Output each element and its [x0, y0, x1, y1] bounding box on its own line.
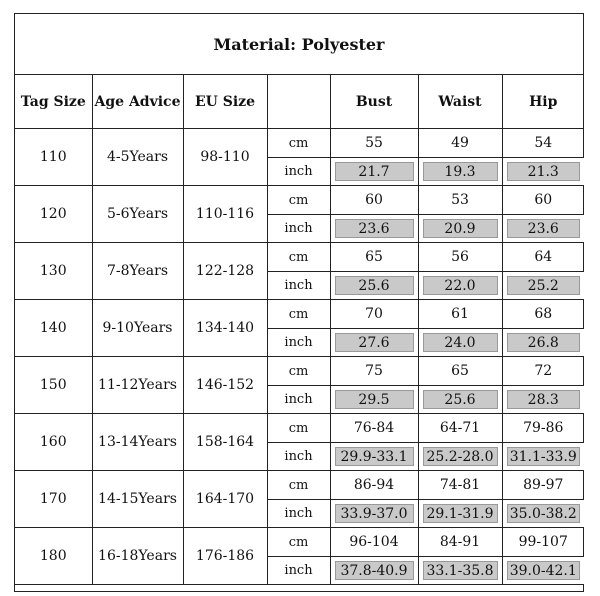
table-row: [15, 528, 584, 557]
hip-cm-cell: 89-97: [502, 471, 584, 500]
age-advice-cell: 13-14Years: [92, 414, 183, 471]
hip-inch-cell: 21.3: [502, 158, 584, 186]
eu-size-cell: 176-186: [183, 528, 267, 585]
table-row: [15, 243, 584, 272]
hip-inch-cell: 31.1-33.9: [502, 443, 584, 471]
unit-cm-label: cm: [267, 414, 330, 443]
material-title: Material: Polyester: [15, 14, 583, 75]
bust-inch-cell: 29.9-33.1: [330, 443, 418, 471]
eu-size-cell: 98-110: [183, 129, 267, 186]
hip-inch-cell: 39.0-42.1: [502, 557, 584, 585]
unit-inch-label: inch: [267, 386, 330, 414]
table-row: [15, 300, 584, 329]
eu-size-cell: 110-116: [183, 186, 267, 243]
unit-cm-label: cm: [267, 471, 330, 500]
waist-inch-cell: 25.6: [418, 386, 502, 414]
eu-size-cell: 146-152: [183, 357, 267, 414]
header-hip: Hip: [502, 75, 584, 129]
age-advice-cell: 7-8Years: [92, 243, 183, 300]
hip-inch-cell: 35.0-38.2: [502, 500, 584, 528]
tag-size-cell: 160: [15, 414, 92, 471]
unit-cm-label: cm: [267, 243, 330, 272]
age-advice-cell: 14-15Years: [92, 471, 183, 528]
unit-inch-label: inch: [267, 329, 330, 357]
hip-cm-cell: 72: [502, 357, 584, 386]
bust-inch-cell: 33.9-37.0: [330, 500, 418, 528]
age-advice-cell: 9-10Years: [92, 300, 183, 357]
unit-inch-label: inch: [267, 557, 330, 585]
unit-inch-label: inch: [267, 443, 330, 471]
hip-cm-cell: 68: [502, 300, 584, 329]
header-row: [15, 75, 584, 129]
unit-inch-label: inch: [267, 215, 330, 243]
hip-cm-cell: 79-86: [502, 414, 584, 443]
waist-inch-cell: 33.1-35.8: [418, 557, 502, 585]
hip-inch-cell: 23.6: [502, 215, 584, 243]
table-row: [15, 357, 584, 386]
table-row: [15, 414, 584, 443]
waist-inch-cell: 29.1-31.9: [418, 500, 502, 528]
bust-inch-cell: 27.6: [330, 329, 418, 357]
age-advice-cell: 4-5Years: [92, 129, 183, 186]
unit-inch-label: inch: [267, 500, 330, 528]
eu-size-cell: 122-128: [183, 243, 267, 300]
age-advice-cell: 16-18Years: [92, 528, 183, 585]
tag-size-cell: 110: [15, 129, 92, 186]
waist-cm-cell: 64-71: [418, 414, 502, 443]
bust-inch-cell: 37.8-40.9: [330, 557, 418, 585]
unit-cm-label: cm: [267, 129, 330, 158]
table-row: [15, 186, 584, 215]
age-advice-cell: 11-12Years: [92, 357, 183, 414]
table-row: [15, 129, 584, 158]
unit-cm-label: cm: [267, 300, 330, 329]
unit-cm-label: cm: [267, 357, 330, 386]
header-eu-size: EU Size: [183, 75, 267, 129]
size-chart: [14, 13, 584, 592]
unit-cm-label: cm: [267, 528, 330, 557]
waist-inch-cell: 20.9: [418, 215, 502, 243]
waist-cm-cell: 49: [418, 129, 502, 158]
unit-inch-label: inch: [267, 158, 330, 186]
waist-cm-cell: 65: [418, 357, 502, 386]
bust-inch-cell: 21.7: [330, 158, 418, 186]
unit-cm-label: cm: [267, 186, 330, 215]
hip-inch-cell: 26.8: [502, 329, 584, 357]
tag-size-cell: 180: [15, 528, 92, 585]
unit-inch-label: inch: [267, 272, 330, 300]
table-row: [15, 471, 584, 500]
waist-inch-cell: 25.2-28.0: [418, 443, 502, 471]
waist-cm-cell: 74-81: [418, 471, 502, 500]
tag-size-cell: 130: [15, 243, 92, 300]
tag-size-cell: 140: [15, 300, 92, 357]
waist-cm-cell: 53: [418, 186, 502, 215]
bust-inch-cell: 25.6: [330, 272, 418, 300]
eu-size-cell: 164-170: [183, 471, 267, 528]
hip-cm-cell: 54: [502, 129, 584, 158]
hip-inch-cell: 25.2: [502, 272, 584, 300]
bust-cm-cell: 96-104: [330, 528, 418, 557]
waist-inch-cell: 19.3: [418, 158, 502, 186]
bust-cm-cell: 65: [330, 243, 418, 272]
bust-cm-cell: 86-94: [330, 471, 418, 500]
bust-cm-cell: 75: [330, 357, 418, 386]
waist-cm-cell: 56: [418, 243, 502, 272]
size-table: [15, 75, 584, 585]
bust-inch-cell: 23.6: [330, 215, 418, 243]
tag-size-cell: 120: [15, 186, 92, 243]
age-advice-cell: 5-6Years: [92, 186, 183, 243]
hip-cm-cell: 99-107: [502, 528, 584, 557]
tag-size-cell: 150: [15, 357, 92, 414]
hip-cm-cell: 64: [502, 243, 584, 272]
header-bust: Bust: [330, 75, 418, 129]
bust-cm-cell: 60: [330, 186, 418, 215]
hip-inch-cell: 28.3: [502, 386, 584, 414]
waist-cm-cell: 84-91: [418, 528, 502, 557]
bust-cm-cell: 76-84: [330, 414, 418, 443]
bust-cm-cell: 55: [330, 129, 418, 158]
waist-inch-cell: 24.0: [418, 329, 502, 357]
bust-inch-cell: 29.5: [330, 386, 418, 414]
bust-cm-cell: 70: [330, 300, 418, 329]
eu-size-cell: 134-140: [183, 300, 267, 357]
eu-size-cell: 158-164: [183, 414, 267, 471]
header-unit: [267, 75, 330, 129]
waist-inch-cell: 22.0: [418, 272, 502, 300]
header-tag-size: Tag Size: [15, 75, 92, 129]
waist-cm-cell: 61: [418, 300, 502, 329]
tag-size-cell: 170: [15, 471, 92, 528]
header-waist: Waist: [418, 75, 502, 129]
hip-cm-cell: 60: [502, 186, 584, 215]
header-age-advice: Age Advice: [92, 75, 183, 129]
